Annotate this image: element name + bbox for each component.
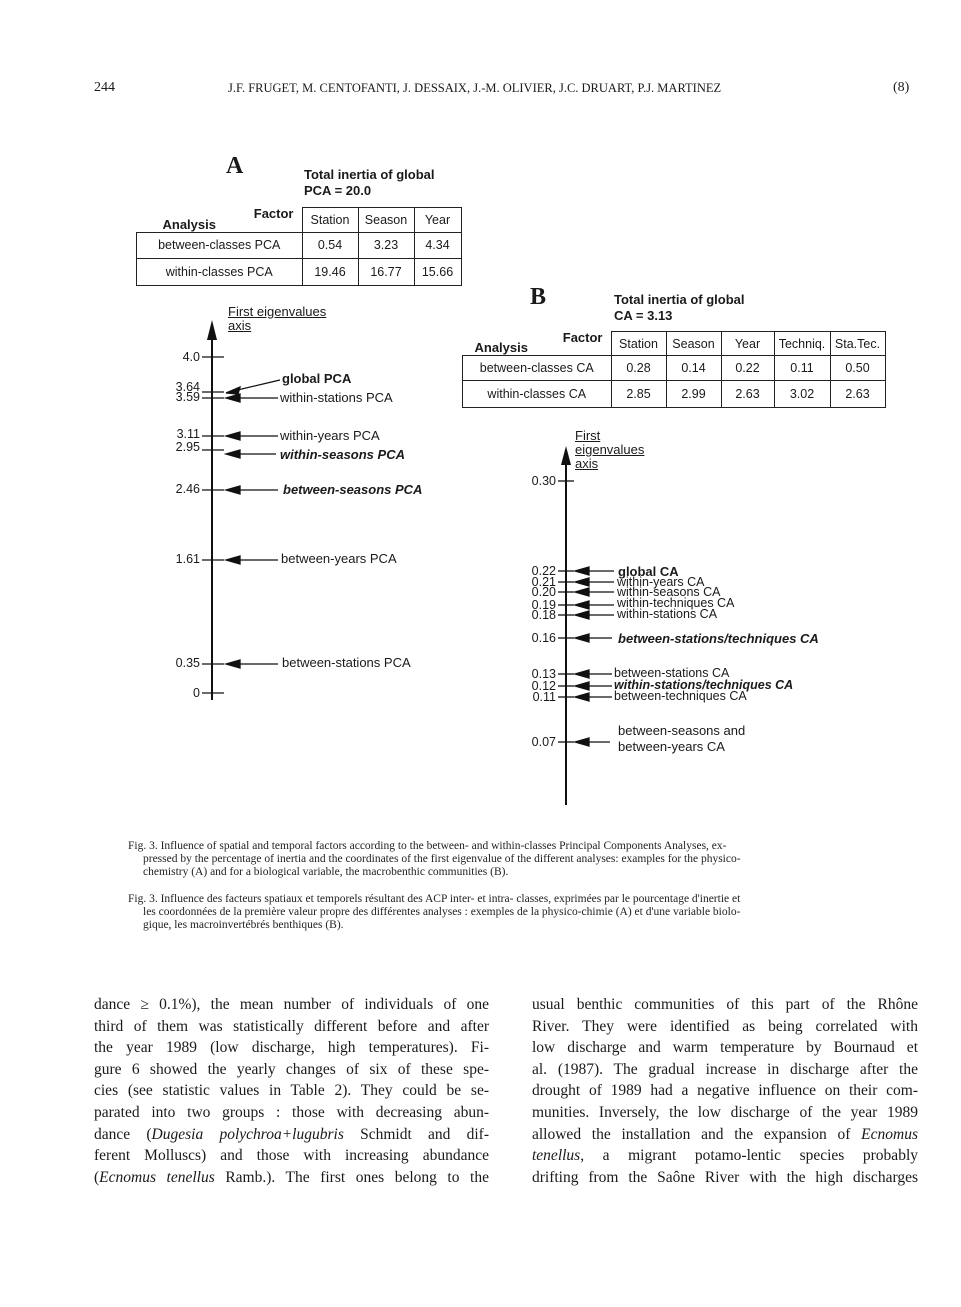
body-line [532,1145,918,1167]
panel-a-tick-label: 2.95 [175,440,200,454]
body-line: parated into two groups : those with decreasing abun- [94,1103,489,1121]
panel-b-cell: 0.22 [721,356,774,381]
panel-b-table-row [463,381,886,408]
panel-a-annotation: within-seasons PCA [280,447,405,462]
panel-a-tick-label: 4.0 [182,350,200,364]
panel-b-annotation: between-stations CA [614,666,730,680]
panel-a-cell: 16.77 [358,258,414,285]
body-line: dance ≥ 0.1%), the mean number of individuals of one [94,996,489,1013]
panel-b-tick-label: 0.19 [531,598,556,612]
panel-a-row-label: between-classes PCA [137,232,303,258]
panel-b-table-corner [463,329,612,356]
panel-a-inertia-title-line1: Total inertia of global [304,167,435,182]
panel-b-tick-label: 0.21 [531,575,556,589]
body-line: drifting from the Saône River with the high discharges [532,1168,918,1186]
panel-a-annotation: within-stations PCA [280,390,393,405]
panel-a-row-label: within-classes PCA [137,258,303,285]
panel-b-axis-title-line2: eigenvalues [575,442,645,457]
body-line [94,1167,489,1189]
panel-a-tick-label: 3.59 [175,390,200,404]
body-line: cies (see statistic values in Table 2). They could be se- [94,1082,489,1100]
panel-a-axis-arrowhead [207,320,217,340]
panel-b-inertia-title-line1: Total inertia of global [614,292,745,307]
body-text: dance ( [94,1125,152,1143]
panel-b-cell: 3.02 [774,381,830,408]
panel-a-cell: 19.46 [302,258,358,285]
panel-b-cell: 0.14 [666,356,721,381]
panel-b-cell: 2.85 [611,381,666,408]
panel-b-cell: 0.28 [611,356,666,381]
panel-a-arrow-head [226,387,240,394]
panel-a-col-season: Season [358,208,414,233]
panel-b-letter: B [530,284,547,310]
panel-a-tick-label: 3.11 [176,427,200,441]
body-column-right [532,994,918,1188]
panel-b-col-year: Year [721,332,774,356]
body-line: the year 1989 (low discharge, high temperatures). Fi- [94,1039,489,1057]
panel-b-inertia-title-line2: CA = 3.13 [614,308,673,323]
body-line: River. They were identified as being correlated with [532,1017,918,1035]
panel-a-inertia-title-line2: PCA = 20.0 [304,183,372,198]
panel-b-annotation: within-years CA [617,575,705,589]
panel-b-table-row [463,356,886,381]
panel-a-axis-title-line1: First eigenvalues [228,304,327,319]
species-name: Dugesia polychroa+lugubris [151,1125,344,1143]
body-text: , a migrant potamo-lentic species probably [580,1147,918,1165]
panel-b-col-techniq: Techniq. [774,332,830,356]
panel-b-cell: 0.11 [774,356,830,381]
body-text: allowed the installation and the expansion of [532,1125,862,1143]
panel-b-cell: 0.50 [830,356,885,381]
panel-b-analysis-label: Analysis [474,340,528,355]
body-line: third of them was statistically different before and after [94,1017,489,1035]
panel-b-factor-label: Factor [562,329,603,345]
figure-caption-english [128,840,888,879]
panel-b-annotation: global CA [618,564,679,579]
body-line: low discharge and warm temperature by Bournaud et [532,1039,918,1057]
panel-b-annotation: between-techniques CA [614,689,747,703]
panel-a-tick-label: 1.61 [175,552,200,566]
body-line: ferent Molluscs) and those with increasing abundance [94,1147,489,1165]
panel-a-cell: 4.34 [414,232,461,258]
panel-b-annotation: within-stations/techniques CA [614,678,794,692]
panel-b-axis-arrowhead [561,446,571,465]
body-line: al. (1987). The gradual increase in discharge after the [532,1060,918,1078]
panel-a-analysis-label: Analysis [162,216,216,232]
panel-b-col-season: Season [666,332,721,356]
panel-b-annotation: within-stations CA [617,607,718,621]
species-name: Ecnomus [861,1125,918,1143]
panel-a-cell: 3.23 [358,232,414,258]
panel-a-tick-label: 0 [193,686,200,700]
panel-b-tick-label: 0.18 [531,608,556,622]
panel-b-cell: 2.63 [721,381,774,408]
panel-b-inertia-title [614,292,744,324]
panel-b-col-statec: Sta.Tec. [830,332,885,356]
body-line [532,1124,918,1146]
panel-b-inertia-table [462,331,886,408]
panel-b-row-label: within-classes CA [463,381,612,408]
panel-a-cell: 15.66 [414,258,461,285]
panel-b-annotation: between-years CA [618,739,725,754]
panel-b-axis-title-line3: axis [575,456,599,471]
body-text: ( [94,1168,100,1186]
panel-a-axis-title-line2: axis [228,318,252,333]
panel-a-annotation: global PCA [282,371,352,386]
figure-caption-french [128,893,888,932]
panel-b-tick-label: 0.12 [531,679,556,693]
caption-line: gique, les macroinvertébrés benthiques (B). [143,919,344,931]
body-text: Schmidt and dif- [343,1125,489,1143]
panel-a-tick-label: 0.35 [175,656,200,670]
panel-b-tick-label: 0.22 [531,564,556,578]
panel-a-col-year: Year [414,208,461,233]
panel-b-axis-title-line1: First [575,428,601,443]
panel-b-tick-label: 0.13 [531,667,556,681]
panel-b-tick-label: 0.07 [531,735,556,749]
panel-a-letter: A [226,153,244,179]
panel-b-cell: 2.99 [666,381,721,408]
section-number: (8) [893,80,910,95]
caption-line: pressed by the percentage of inertia and the coordinates of the first eigenvalue of the different analyses: examples for the physico- [143,853,741,865]
panel-a-factor-label: Factor [253,205,294,221]
panel-b-annotation: within-seasons CA [617,585,721,599]
panel-a-annotation: within-years PCA [280,428,380,443]
panel-b-tick-label: 0.20 [531,585,556,599]
body-column-left [94,994,489,1188]
panel-b-axis-title [575,429,644,471]
caption-line: les coordonnées de la première valeur propre des différentes analyses : exemples de la physico-chimie (A) et d'une variable biolo- [143,906,741,918]
panel-a-annotation: between-years PCA [281,551,397,566]
panel-b-tick-label: 0.11 [532,690,556,704]
panel-a-annotation: between-seasons PCA [283,482,423,497]
panel-b-tick-label: 0.16 [531,631,556,645]
caption-line: Fig. 3. Influence des facteurs spatiaux et temporels résultant des ACP inter- et intra- classes, exprimées par le pourcentage d'inertie et [128,893,741,905]
panel-a-cell: 0.54 [302,232,358,258]
panel-b-col-station: Station [611,332,666,356]
running-head-authors: J.F. FRUGET, M. CENTOFANTI, J. DESSAIX, J.-M. OLIVIER, J.C. DRUART, P.J. MARTINEZ [228,81,722,95]
body-text: Ramb.). The first ones belong to the [214,1168,489,1186]
body-line: usual benthic communities of this part of the Rhône [532,996,918,1013]
caption-line: Fig. 3. Influence of spatial and temporal factors according to the between- and within-classes Principal Components Analyses, ex- [128,840,727,852]
panel-b-annotation: between-stations/techniques CA [618,631,819,646]
panel-b-annotation: between-seasons and [618,723,746,738]
panel-b-table-header-row [463,332,886,356]
panel-a-col-station: Station [302,208,358,233]
page-number: 244 [94,80,115,95]
panel-a-arrows [226,380,280,668]
body-line [94,1124,489,1146]
species-name: Ecnomus tenellus [99,1168,215,1186]
panel-b-arrows [575,567,614,746]
body-line: drought of 1989 had a negative influence on their com- [532,1082,918,1100]
panel-b-tick-label: 0.30 [531,474,556,488]
species-name: tenellus [532,1147,581,1165]
panel-b-annotation: within-techniques CA [617,596,735,610]
body-line: gure 6 showed the yearly changes of six of these spe- [94,1060,489,1078]
caption-line: chemistry (A) and for a biological variable, the macrobenthic communities (B). [143,866,509,878]
panel-b-row-label: between-classes CA [463,356,612,381]
body-line: munities. Inversely, the low discharge of the year 1989 [532,1103,918,1121]
panel-b-cell: 2.63 [830,381,885,408]
panel-a-tick-label: 2.46 [175,482,200,496]
panel-a-annotation: between-stations PCA [282,655,411,670]
panel-a-tick-label: 3.64 [175,380,200,394]
